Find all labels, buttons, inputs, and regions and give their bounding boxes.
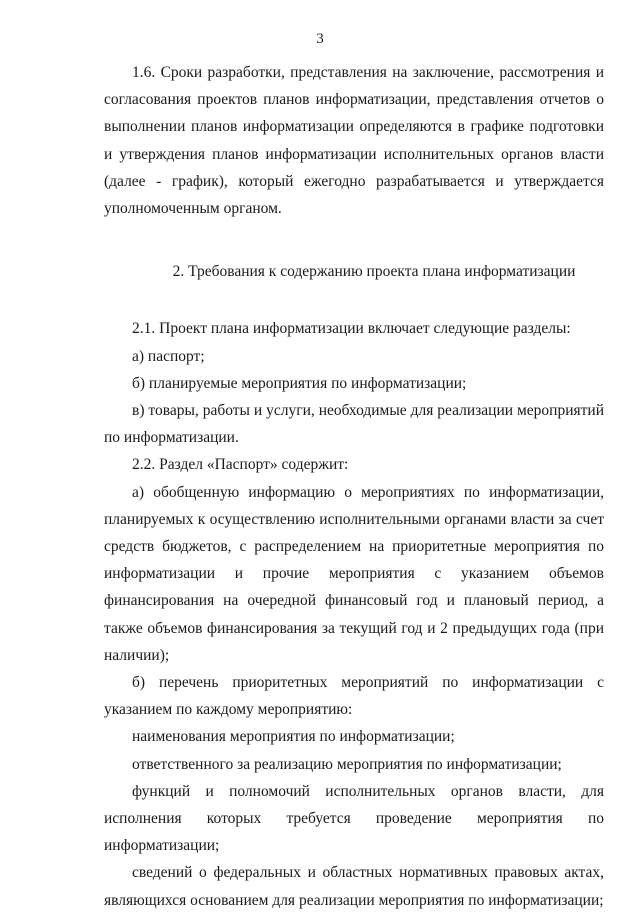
- sub-item-name: наименования мероприятия по информатизации;: [132, 728, 455, 746]
- section-heading: 2. Требования к содержанию проекта плана информатизации: [172, 263, 576, 281]
- passport-item-a: а) обобщенную информацию о мероприятиях по информатизации, планируемых к осуществлению исполнительными органами власти за счет средств бюджетов, с распределением на приоритетные мероприятия по информатизации и прочие мероприятия с указанием объемов финансирования на очередной финансовый год и плановый период, а также объемов финансирования за текущий год и 2 предыдущих года (при наличии);: [104, 483, 604, 664]
- list-item-b: б) планируемые мероприятия по информатизации;: [132, 374, 467, 392]
- list-item-a: а) паспорт;: [132, 347, 205, 365]
- spacer: [104, 285, 604, 315]
- spacer: [104, 222, 604, 258]
- document-body: [104, 59, 604, 914]
- paragraph-2-2: 2.2. Раздел «Паспорт» содержит:: [132, 456, 349, 474]
- sub-item-responsible: ответственного за реализацию мероприятия по информатизации;: [132, 755, 562, 773]
- passport-item-b: б) перечень приоритетных мероприятий по информатизации с указанием по каждому мероприятию:: [104, 674, 604, 719]
- sub-item-functions: функций и полномочий исполнительных органов власти, для исполнения которых требуется проведение мероприятия по информатизации;: [104, 782, 604, 855]
- list-item-v: в) товары, работы и услуги, необходимые для реализации мероприятий по информатизации.: [104, 402, 604, 447]
- page-number: 3: [316, 31, 324, 47]
- sub-item-legal-acts: сведений о федеральных и областных нормативных правовых актах, являющихся основанием для реализации мероприятия по информатизации;: [104, 864, 604, 909]
- paragraph-2-1: 2.1. Проект плана информатизации включает следующие разделы:: [132, 320, 571, 338]
- paragraph-1-6: 1.6. Сроки разработки, представления на заключение, рассмотрения и согласования проектов планов информатизации, представления отчетов о выполнении планов информатизации определяются в графике подготовки и утверждения планов информатизации исполнительных органов власти (далее - график), который ежегодно разрабатывается и утверждается уполномоченным органом.: [104, 64, 604, 218]
